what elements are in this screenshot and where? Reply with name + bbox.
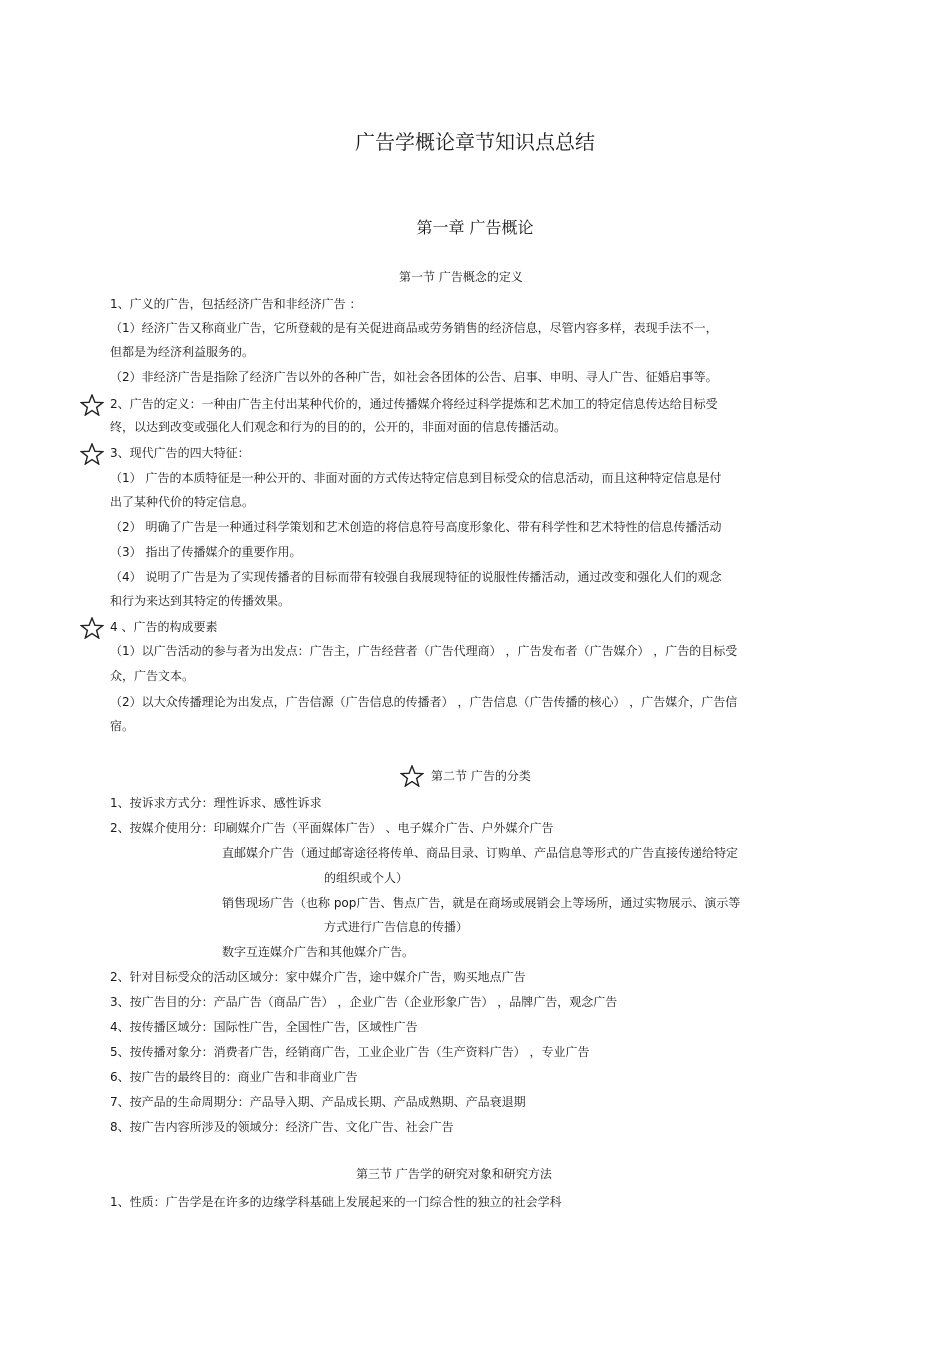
- text-line: （2） 明确了广告是一种通过科学策划和艺术创造的将信息符号高度形象化、带有科学性和艺术特性的信息传播活动: [110, 520, 722, 534]
- text-line: （1） 广告的本质特征是一种公开的、非面对面的方式传达特定信息到目标受众的信息活动，而且这种特定信息是付: [110, 471, 722, 485]
- text-line: 众，广告文本。: [110, 669, 195, 683]
- text-line: 数字互连媒介广告和其他媒介广告。: [222, 945, 415, 959]
- text-line: 4 、广告的构成要素: [110, 620, 218, 634]
- text-line: 5、按传播对象分：消费者广告，经销商广告，工业企业广告（生产资料广告） ，专业广告: [110, 1045, 590, 1059]
- star-icon: [400, 765, 424, 787]
- text-line: （2）非经济广告是指除了经济广告以外的各种广告，如社会各团体的公告、启事、申明、寻人广告、征婚启事等。: [110, 370, 718, 384]
- text-line: 1、广义的广告，包括经济广告和非经济广告 ：: [110, 297, 362, 311]
- text-line: 2、针对目标受众的活动区域分：家中媒介广告，途中媒介广告，购买地点广告: [110, 970, 526, 984]
- chapter-1-heading: 第一章 广告概论: [416, 218, 534, 237]
- text-line: （1）经济广告又称商业广告，它所登载的是有关促进商品或劳务销售的经济信息，尽管内容多样，表现手法不一，: [110, 321, 718, 335]
- text-line: 但都是为经济利益服务的。: [110, 345, 255, 359]
- star-icon: [80, 443, 104, 465]
- text-line: 宿。: [110, 719, 135, 733]
- text-line: 终，以达到改变或强化人们观念和行为的目的的，公开的，非面对面的信息传播活动。: [110, 420, 567, 434]
- text-line: （3） 指出了传播媒介的重要作用。: [110, 545, 302, 559]
- section-1-heading: 第一节 广告概念的定义: [399, 270, 523, 284]
- text-line: 6、按广告的最终目的：商业广告和非商业广告: [110, 1070, 358, 1084]
- text-line: 出了某种代价的特定信息。: [110, 495, 255, 509]
- text-line: 8、按广告内容所涉及的领域分：经济广告、文化广告、社会广告: [110, 1120, 454, 1134]
- text-line: （2）以大众传播理论为出发点，广告信源（广告信息的传播者） ，广告信息（广告传播的核心） ，广告媒介，广告信: [110, 695, 738, 709]
- text-line: （1）以广告活动的参与者为出发点：广告主，广告经营者（广告代理商） ，广告发布者（广告媒介） ，广告的目标受: [110, 644, 738, 658]
- star-icon: [80, 617, 104, 639]
- text-line: 方式进行广告信息的传播）: [324, 920, 469, 934]
- text-line: 7、按产品的生命周期分：产品导入期、产品成长期、产品成熟期、产品衰退期: [110, 1095, 526, 1109]
- text-line: （4） 说明了广告是为了实现传播者的目标而带有较强自我展现特征的说服性传播活动，通过改变和强化人们的观念: [110, 570, 722, 584]
- text-line: 和行为来达到其特定的传播效果。: [110, 594, 291, 608]
- section-2-heading: 第二节 广告的分类: [431, 769, 531, 783]
- text-line: 1、按诉求方式分：理性诉求、感性诉求: [110, 796, 322, 810]
- document-title: 广告学概论章节知识点总结: [355, 130, 595, 154]
- text-line: 4、按传播区域分：国际性广告，全国性广告，区域性广告: [110, 1020, 418, 1034]
- text-line: 销售现场广告（也称 pop广告、售点广告，就是在商场或展销会上等场所，通过实物展示、演示等: [222, 896, 741, 910]
- text-line: 的组织或个人）: [324, 871, 409, 885]
- text-line: 2、广告的定义：一种由广告主付出某种代价的，通过传播媒介将经过科学提炼和艺术加工的特定信息传达给目标受: [110, 397, 718, 411]
- text-line: 2、按媒介使用分：印刷媒介广告（平面媒体广告） 、电子媒介广告、户外媒介广告: [110, 821, 554, 835]
- text-line: 直邮媒介广告（通过邮寄途径将传单、商品目录、订购单、产品信息等形式的广告直接传递给特定: [222, 846, 739, 860]
- text-line: 3、现代广告的四大特征：: [110, 446, 250, 460]
- star-icon: [80, 394, 104, 416]
- text-line: 1、性质：广告学是在许多的边缘学科基础上发展起来的一门综合性的独立的社会学科: [110, 1195, 562, 1209]
- section-3-heading: 第三节 广告学的研究对象和研究方法: [356, 1167, 552, 1181]
- text-line: 3、按广告目的分：产品广告（商品广告） ，企业广告（企业形象广告） ，品牌广告，观念广告: [110, 995, 618, 1009]
